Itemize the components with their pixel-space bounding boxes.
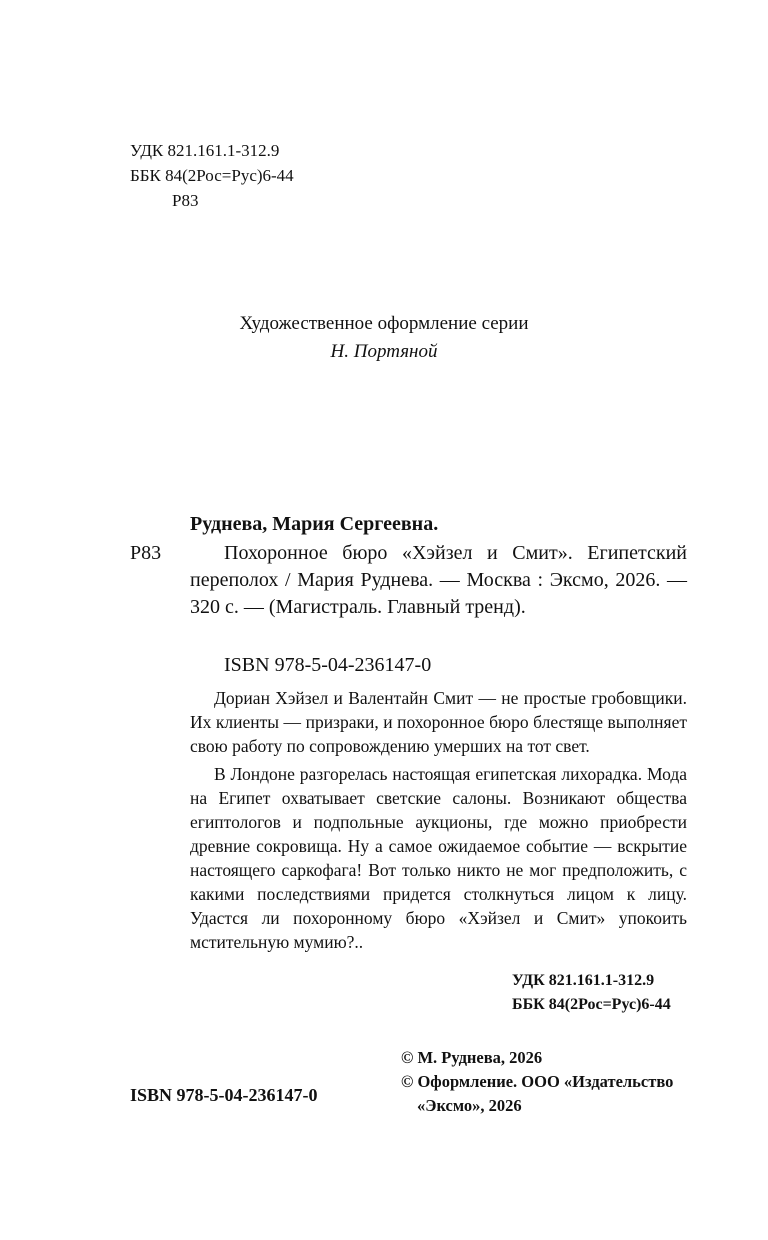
- design-credit-line: Художественное оформление серии: [239, 313, 529, 334]
- record-author-mark: Р83: [130, 542, 162, 564]
- design-credit: [0, 310, 768, 366]
- bibliographic-description: Похоронное бюро «Хэйзел и Смит». Египетский переполох / Мария Руднева. — Москва : Эксмо, 2026. — 320 с. — (Магистраль. Главный тренд).: [190, 542, 687, 618]
- copyright-block: [401, 1046, 673, 1118]
- bbk-code: ББК 84(2Рос=Рус)6-44: [130, 166, 294, 185]
- bbk-code-bottom: ББК 84(2Рос=Рус)6-44: [512, 996, 671, 1013]
- udk-code: УДК 821.161.1-312.9: [130, 141, 280, 160]
- annotation-paragraph: Дориан Хэйзел и Валентайн Смит — не простые гробовщики. Их клиенты — призраки, и похоронное бюро блестяще выполняет свою работу по сопровождению умерших на тот свет.: [190, 688, 687, 756]
- copyright-author: © М. Руднева, 2026: [401, 1048, 543, 1067]
- author-mark: Р83: [172, 191, 199, 210]
- copyright-design-cont: «Эксмо», 2026: [417, 1096, 522, 1115]
- classification-block-bottom: [512, 969, 671, 1017]
- isbn-footer: ISBN 978-5-04-236147-0: [130, 1085, 318, 1105]
- record-isbn: ISBN 978-5-04-236147-0: [224, 654, 432, 676]
- udk-code-bottom: УДК 821.161.1-312.9: [512, 972, 655, 989]
- design-credit-artist: Н. Портяной: [330, 341, 438, 362]
- annotation-paragraph: В Лондоне разгорелась настоящая египетская лихорадка. Мода на Египет охватывает светские салоны. Возникают общества египтологов и подпольные аукционы, где можно приобрести древние сокровища. Ну а самое ожидаемое событие — вскрытие настоящего саркофага! Вот только никто не мог предположить, с какими последствиями придется столкнуться лицом к лицу. Удастся ли похоронному бюро «Хэйзел и Смит» упокоить мстительную мумию?..: [190, 764, 687, 952]
- annotation: [190, 686, 687, 958]
- copyright-design: © Оформление. ООО «Издательство: [401, 1072, 674, 1091]
- classification-block-top: [130, 139, 294, 214]
- author-heading: Руднева, Мария Сергеевна.: [190, 513, 439, 535]
